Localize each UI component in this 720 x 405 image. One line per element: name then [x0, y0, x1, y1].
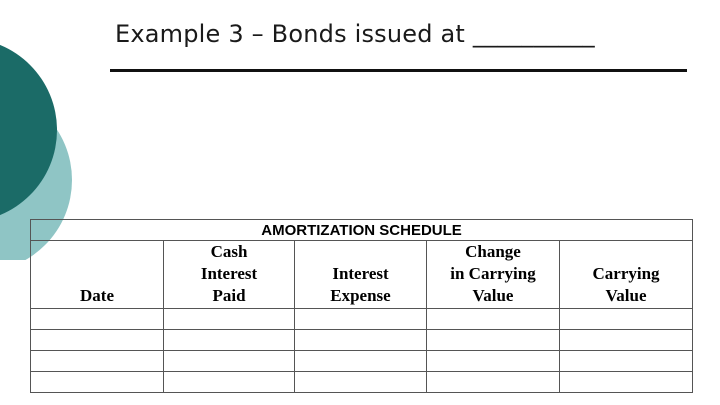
table-caption: AMORTIZATION SCHEDULE — [31, 220, 693, 241]
header-line: Interest — [200, 264, 258, 283]
column-header-change-in-carrying-value — [427, 241, 560, 309]
header-line: Carrying — [592, 264, 660, 283]
header-line: Change — [465, 242, 521, 261]
table-cell — [31, 351, 164, 372]
title-underline — [110, 69, 687, 72]
table-cell — [560, 372, 693, 393]
table-cell — [427, 351, 560, 372]
table-cell — [427, 309, 560, 330]
header-line: Cash — [210, 242, 248, 261]
table-cell — [164, 351, 295, 372]
column-header-carrying-value — [560, 241, 693, 309]
table-cell — [295, 309, 427, 330]
column-header-date — [31, 241, 164, 309]
column-header-interest-expense — [295, 241, 427, 309]
table-cell — [427, 372, 560, 393]
table-cell — [295, 372, 427, 393]
header-line: Paid — [212, 286, 246, 305]
header-line: Interest — [332, 264, 389, 283]
table-cell — [164, 372, 295, 393]
table-cell — [560, 309, 693, 330]
table-cell — [295, 351, 427, 372]
table-cell — [427, 330, 560, 351]
table-row — [31, 309, 693, 330]
table-cell — [164, 330, 295, 351]
table-row — [31, 351, 693, 372]
header-line: Expense — [330, 286, 391, 305]
table-cell — [31, 372, 164, 393]
slide-title: Example 3 – Bonds issued at __________ — [115, 20, 595, 48]
header-line: Date — [80, 286, 114, 305]
table-cell — [164, 309, 295, 330]
header-line: in Carrying — [450, 264, 536, 283]
table-cell — [560, 351, 693, 372]
table-row — [31, 372, 693, 393]
amortization-schedule-table — [30, 219, 693, 393]
table-cell — [295, 330, 427, 351]
table-row — [31, 330, 693, 351]
table-cell — [31, 330, 164, 351]
column-header-cash-interest-paid — [164, 241, 295, 309]
header-line: Value — [605, 286, 647, 305]
table-cell — [31, 309, 164, 330]
table-cell — [560, 330, 693, 351]
header-line: Value — [472, 286, 514, 305]
